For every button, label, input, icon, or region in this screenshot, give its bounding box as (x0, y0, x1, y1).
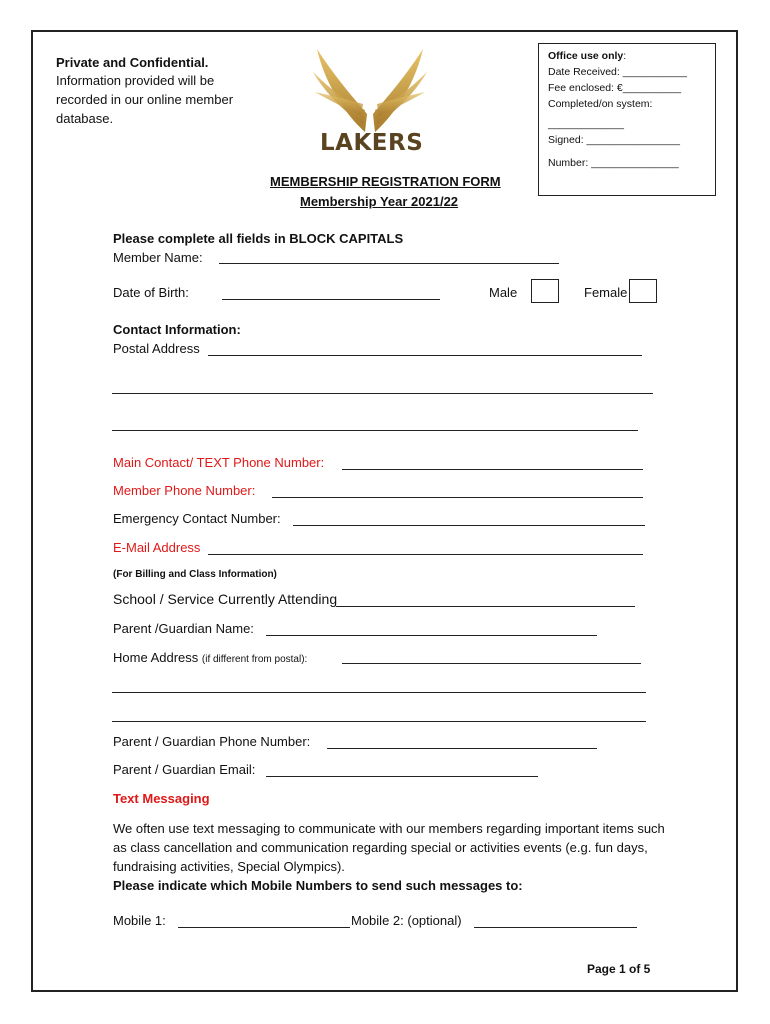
office-use-box (538, 43, 716, 196)
privacy-line-1: Information provided will be (56, 73, 215, 88)
office-title: Office use only (548, 50, 624, 62)
dob-field[interactable] (222, 299, 440, 300)
postal-field-2[interactable] (112, 393, 653, 394)
form-title: MEMBERSHIP REGISTRATION FORM (270, 174, 501, 189)
office-completed-line: _____________ (548, 118, 624, 130)
office-fee-enclosed: Fee enclosed: €__________ (548, 82, 682, 94)
privacy-title: Private and Confidential. (56, 55, 209, 70)
guardian-phone-label: Parent / Guardian Phone Number: (113, 734, 311, 749)
form-year: Membership Year 2021/22 (300, 194, 459, 209)
office-signed: Signed: ________________ (548, 134, 680, 146)
texting-heading: Text Messaging (113, 791, 210, 806)
privacy-line-3: database. (56, 111, 114, 126)
male-label: Male (489, 285, 518, 300)
page-number: Page 1 of 5 (587, 962, 651, 976)
school-field[interactable] (336, 606, 635, 607)
wings-icon (305, 44, 435, 134)
contact-heading: Contact Information: (113, 322, 241, 337)
texting-body: We often use text messaging to communicate with our members regarding important items such as class cancellation and communication regarding special or activities events (e.g. fun days, fundraising activities, Special Olympics). Please indicate which Mobile Numbers to send such messages to: (113, 819, 673, 895)
postal-field-3[interactable] (112, 430, 638, 431)
mobile-1-field[interactable] (178, 927, 350, 928)
female-checkbox[interactable] (629, 279, 657, 303)
main-contact-label: Main Contact/ TEXT Phone Number: (113, 455, 325, 470)
mobile-2-label: Mobile 2: (optional) (351, 913, 462, 928)
lakers-logo (305, 44, 435, 164)
guardian-phone-field[interactable] (327, 748, 597, 749)
home-address-field-2[interactable] (112, 692, 646, 693)
emergency-field[interactable] (293, 525, 645, 526)
emergency-label: Emergency Contact Number: (113, 511, 281, 526)
email-field[interactable] (208, 554, 643, 555)
postal-field-1[interactable] (208, 355, 642, 356)
email-label: E-Mail Address (113, 540, 201, 555)
privacy-line-2: recorded in our online member (56, 92, 234, 107)
guardian-name-field[interactable] (266, 635, 597, 636)
member-name-label: Member Name: (113, 250, 203, 265)
postal-label: Postal Address (113, 341, 200, 356)
block-capitals-instruction: Please complete all fields in BLOCK CAPITALS (113, 231, 404, 246)
home-address-field-1[interactable] (342, 663, 641, 664)
member-phone-field[interactable] (272, 497, 643, 498)
guardian-email-field[interactable] (266, 776, 538, 777)
member-name-field[interactable] (219, 263, 559, 264)
member-phone-label: Member Phone Number: (113, 483, 256, 498)
female-label: Female (584, 285, 628, 300)
main-contact-field[interactable] (342, 469, 643, 470)
school-label: School / Service Currently Attending (113, 591, 338, 607)
office-number: Number: _______________ (548, 157, 679, 169)
dob-label: Date of Birth: (113, 285, 189, 300)
logo-text: LAKERS (320, 130, 424, 156)
home-address-field-3[interactable] (112, 721, 646, 722)
male-checkbox[interactable] (531, 279, 559, 303)
guardian-email-label: Parent / Guardian Email: (113, 762, 256, 777)
home-address-label: Home Address (if different from postal): (113, 650, 308, 665)
office-date-received: Date Received: ___________ (548, 66, 687, 78)
guardian-name-label: Parent /Guardian Name: (113, 621, 254, 636)
texting-instruction: Please indicate which Mobile Numbers to send such messages to: (113, 878, 523, 893)
mobile-1-label: Mobile 1: (113, 913, 166, 928)
mobile-2-field[interactable] (474, 927, 637, 928)
office-completed: Completed/on system: (548, 98, 653, 110)
billing-note: (For Billing and Class Information) (113, 569, 277, 580)
office-title-suffix: : (623, 50, 627, 62)
